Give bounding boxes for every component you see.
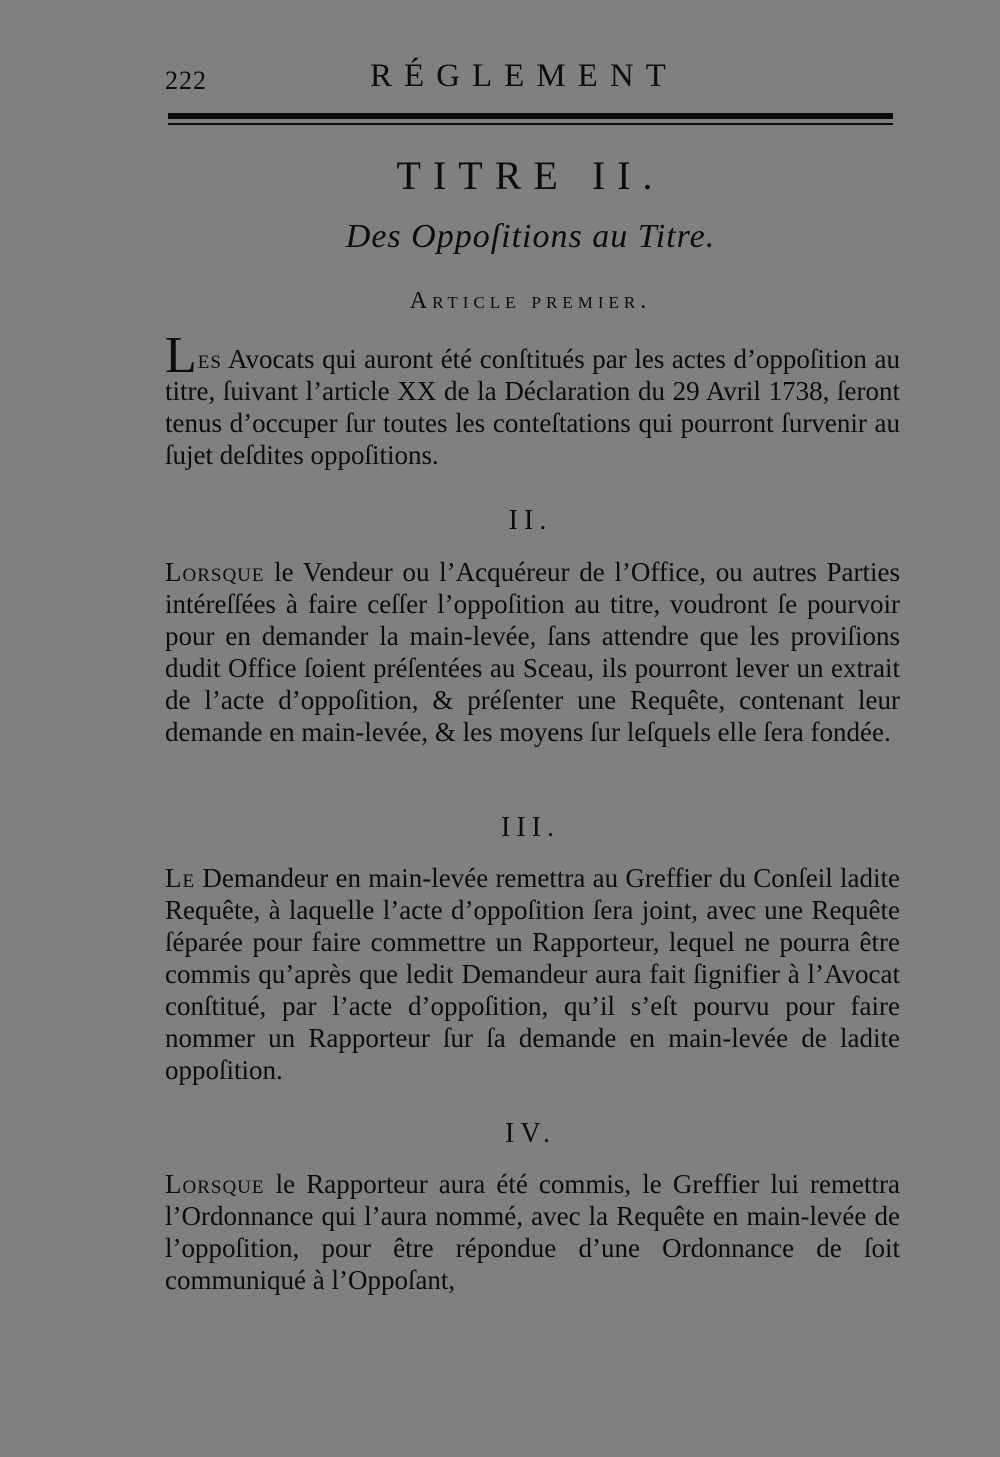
article-1-first-word: es [197,344,222,374]
article-4-body: le Rapporteur aura été commis, le Greffier lui remettra l’Ordonnance qui l’aura nommé, avec la Requête en main-levée de l’oppoſition, pour être répondue d’une Ordonnance de ſoit communiqué à l’Oppoſant, [165,1169,900,1295]
header-rule-thin [168,123,893,125]
header-rule-thick [168,113,893,119]
section-subtitle: Des Oppoſitions au Titre. [345,218,716,255]
running-head [165,58,900,98]
running-title: RÉGLEMENT [370,58,678,94]
article-4-text [165,1168,900,1296]
article-heading: Article premier. [409,288,652,314]
drop-cap: L [165,327,197,384]
article-1-text [165,327,900,471]
article-1-body: Avocats qui auront été conſtitués par les actes d’oppoſition au titre, ſuivant l’article XX de la Déclaration du 29 Avril 1738, ſeront tenus d’occuper ſur toutes les conteſtations qui pourront ſurvenir au ſujet deſdites oppoſitions. [165,344,900,470]
article-4-numeral: IV. [505,1118,556,1149]
article-4-first-word: Lorsque [165,1169,265,1199]
page-number: 222 [165,66,207,95]
article-2-first-word: Lorsque [165,557,265,587]
article-3-numeral: III. [501,812,560,843]
article-3-body: Demandeur en main-levée remettra au Greffier du Conſeil ladite Requête, à laquelle l’acte d’oppoſition ſera joint, avec une Requête ſéparée pour faire commettre un Rapporteur, lequel ne pourra être commis qu’après que ledit Demandeur aura fait ſignifier à l’Avocat conſtitué, par l’acte d’oppoſition, qu’il s’eſt pourvu pour faire nommer un Rapporteur ſur ſa demande en main-levée de ladite oppoſition. [165,863,900,1085]
section-title: TITRE II. [396,153,665,198]
article-2-text [165,556,900,748]
article-2-body: le Vendeur ou l’Acquéreur de l’Office, ou autres Parties intéreſſées à faire ceſſer l’oppoſition au titre, voudront ſe pourvoir pour en demander la main-levée, ſans attendre que les proviſions dudit Office ſoient préſentées au Sceau, ils pourront lever un extrait de l’acte d’oppoſition, & préſenter une Requête, contenant leur demande en main-levée, & les moyens ſur leſquels elle ſera fondée. [165,557,900,747]
article-3-text [165,862,900,1086]
article-3-first-word: Le [165,863,196,893]
article-2-numeral: II. [508,505,553,536]
